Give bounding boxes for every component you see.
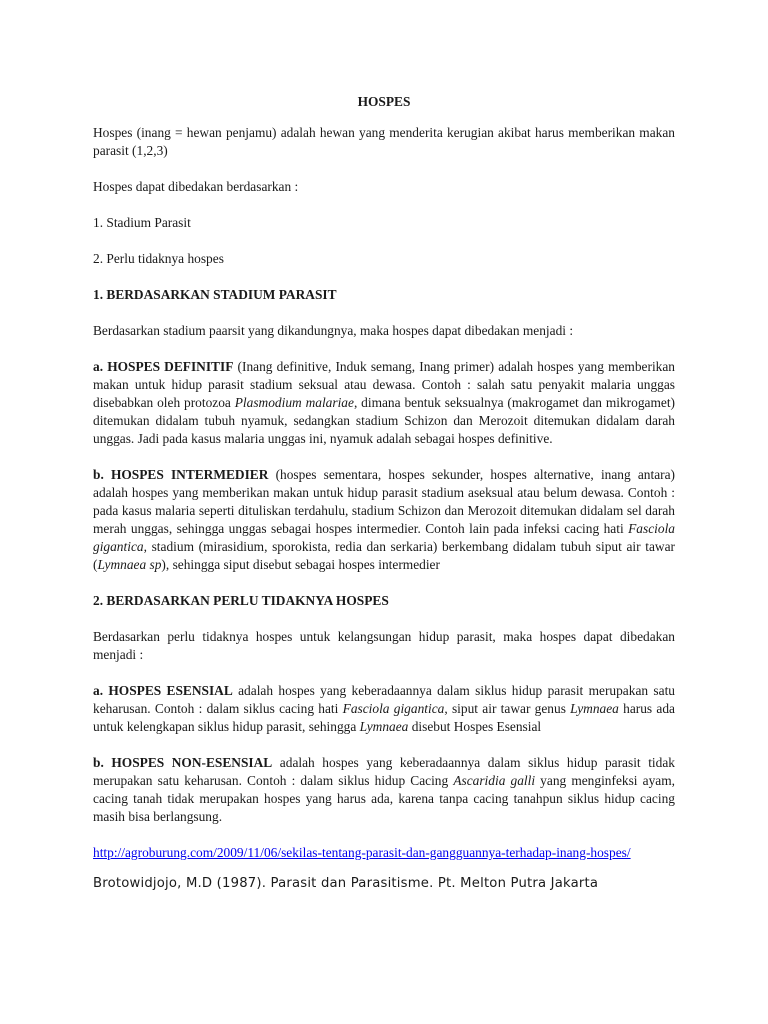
reference-citation: Brotowidjojo, M.D (1987). Parasit dan Parasitisme. Pt. Melton Putra Jakarta [93, 876, 599, 891]
document-body [93, 93, 675, 893]
section-1-lead: Berdasarkan stadium paarsit yang dikandungnya, maka hospes dapat dibedakan menjadi : [93, 323, 574, 338]
basis-list-item-1: 1. Stadium Parasit [93, 215, 191, 230]
species-name: Lymnaea [359, 719, 409, 734]
text-span: harus ada untuk kelengkapan siklus hidup parasit, sehingga [93, 701, 675, 734]
section-1-heading: 1. BERDASARKAN STADIUM PARASIT [93, 287, 337, 302]
term-hospes-intermedier: b. HOSPES INTERMEDIER [93, 467, 269, 482]
basis-list-item-2: 2. Perlu tidaknya hospes [93, 251, 224, 266]
text-span: adalah hospes yang keberadaannya dalam siklus hidup parasit merupakan satu keharusan. Contoh : dalam siklus cacing hati [93, 683, 675, 716]
species-name: Plasmodium malariae [234, 395, 354, 410]
hospes-esensial-paragraph [93, 682, 675, 736]
section-2-heading: 2. BERDASARKAN PERLU TIDAKNYA HOSPES [93, 593, 389, 608]
text-span: (hospes sementara, hospes sekunder, hospes alternative, inang antara) adalah hospes yang memberikan makan untuk hidup parasit stadium aseksual atau belum dewasa. Contoh : pada kasus malaria seperti dituliskan terdahulu, stadium Schizon dan Merozoit ditemukan didalam sel darah merah unggas, sehingga unggas sebagai hospes intermedier. Contoh lain pada infeksi cacing hati [93, 467, 676, 536]
text-span: , stadium (mirasidium, sporokista, redia dan serkaria) berkembang didalam tubuh siput air tawar ( [93, 539, 675, 572]
text-span: ), sehingga siput disebut sebagai hospes intermedier [161, 557, 440, 572]
intro-basis: Hospes dapat dibedakan berdasarkan : [93, 179, 299, 194]
source-link[interactable]: http://agroburung.com/2009/11/06/sekilas-tentang-parasit-dan-gangguannya-terhadap-inang-hospes/ [93, 845, 631, 860]
hospes-intermedier-paragraph [93, 466, 675, 574]
hospes-definitif-paragraph [93, 358, 675, 448]
section-2-lead: Berdasarkan perlu tidaknya hospes untuk kelangsungan hidup parasit, maka hospes dapat dibedakan menjadi : [93, 629, 675, 662]
species-name: Fasciola gigantica [93, 521, 675, 554]
intro-definition: Hospes (inang = hewan penjamu) adalah hewan yang menderita kerugian akibat harus memberikan makan parasit (1,2,3) [93, 125, 675, 158]
page-title: HOSPES [357, 94, 411, 109]
text-span: disebut Hospes Esensial [408, 719, 542, 734]
term-hospes-definitif: a. HOSPES DEFINITIF [93, 359, 234, 374]
term-hospes-non-esensial: b. HOSPES NON-ESENSIAL [93, 755, 273, 770]
text-span: , siput air tawar genus [444, 701, 571, 716]
species-name: Lymnaea [570, 701, 619, 716]
hospes-non-esensial-paragraph [93, 754, 675, 826]
text-span: , dimana bentuk seksualnya (makrogamet dan mikrogamet) ditemukan didalam tubuh nyamuk, sedangkan stadium Schizon dan Merozoit ditemukan didalam darah unggas. Jadi pada kasus malaria unggas ini, nyamuk adalah sebagai hospes definitive. [93, 395, 675, 446]
species-name: Ascaridia galli [453, 773, 536, 788]
text-span: yang menginfeksi ayam, cacing tanah tidak merupakan hospes yang harus ada, karena tanpa cacing tanahpun siklus hidup cacing masih bisa berlangsung. [93, 773, 675, 824]
species-name: Fasciola gigantica [342, 701, 445, 716]
term-hospes-esensial: a. HOSPES ESENSIAL [93, 683, 233, 698]
text-span: (Inang definitive, Induk semang, Inang primer) adalah hospes yang memberikan makan untuk hidup parasit stadium seksual atau dewasa. Contoh : salah satu penyakit malaria unggas disebabkan oleh protozoa [93, 359, 675, 410]
species-name: Lymnaea sp [97, 557, 162, 572]
text-span: adalah hospes yang keberadaannya dalam siklus hidup parasit tidak merupakan satu keharusan. Contoh : dalam siklus hidup Cacing [93, 755, 675, 788]
